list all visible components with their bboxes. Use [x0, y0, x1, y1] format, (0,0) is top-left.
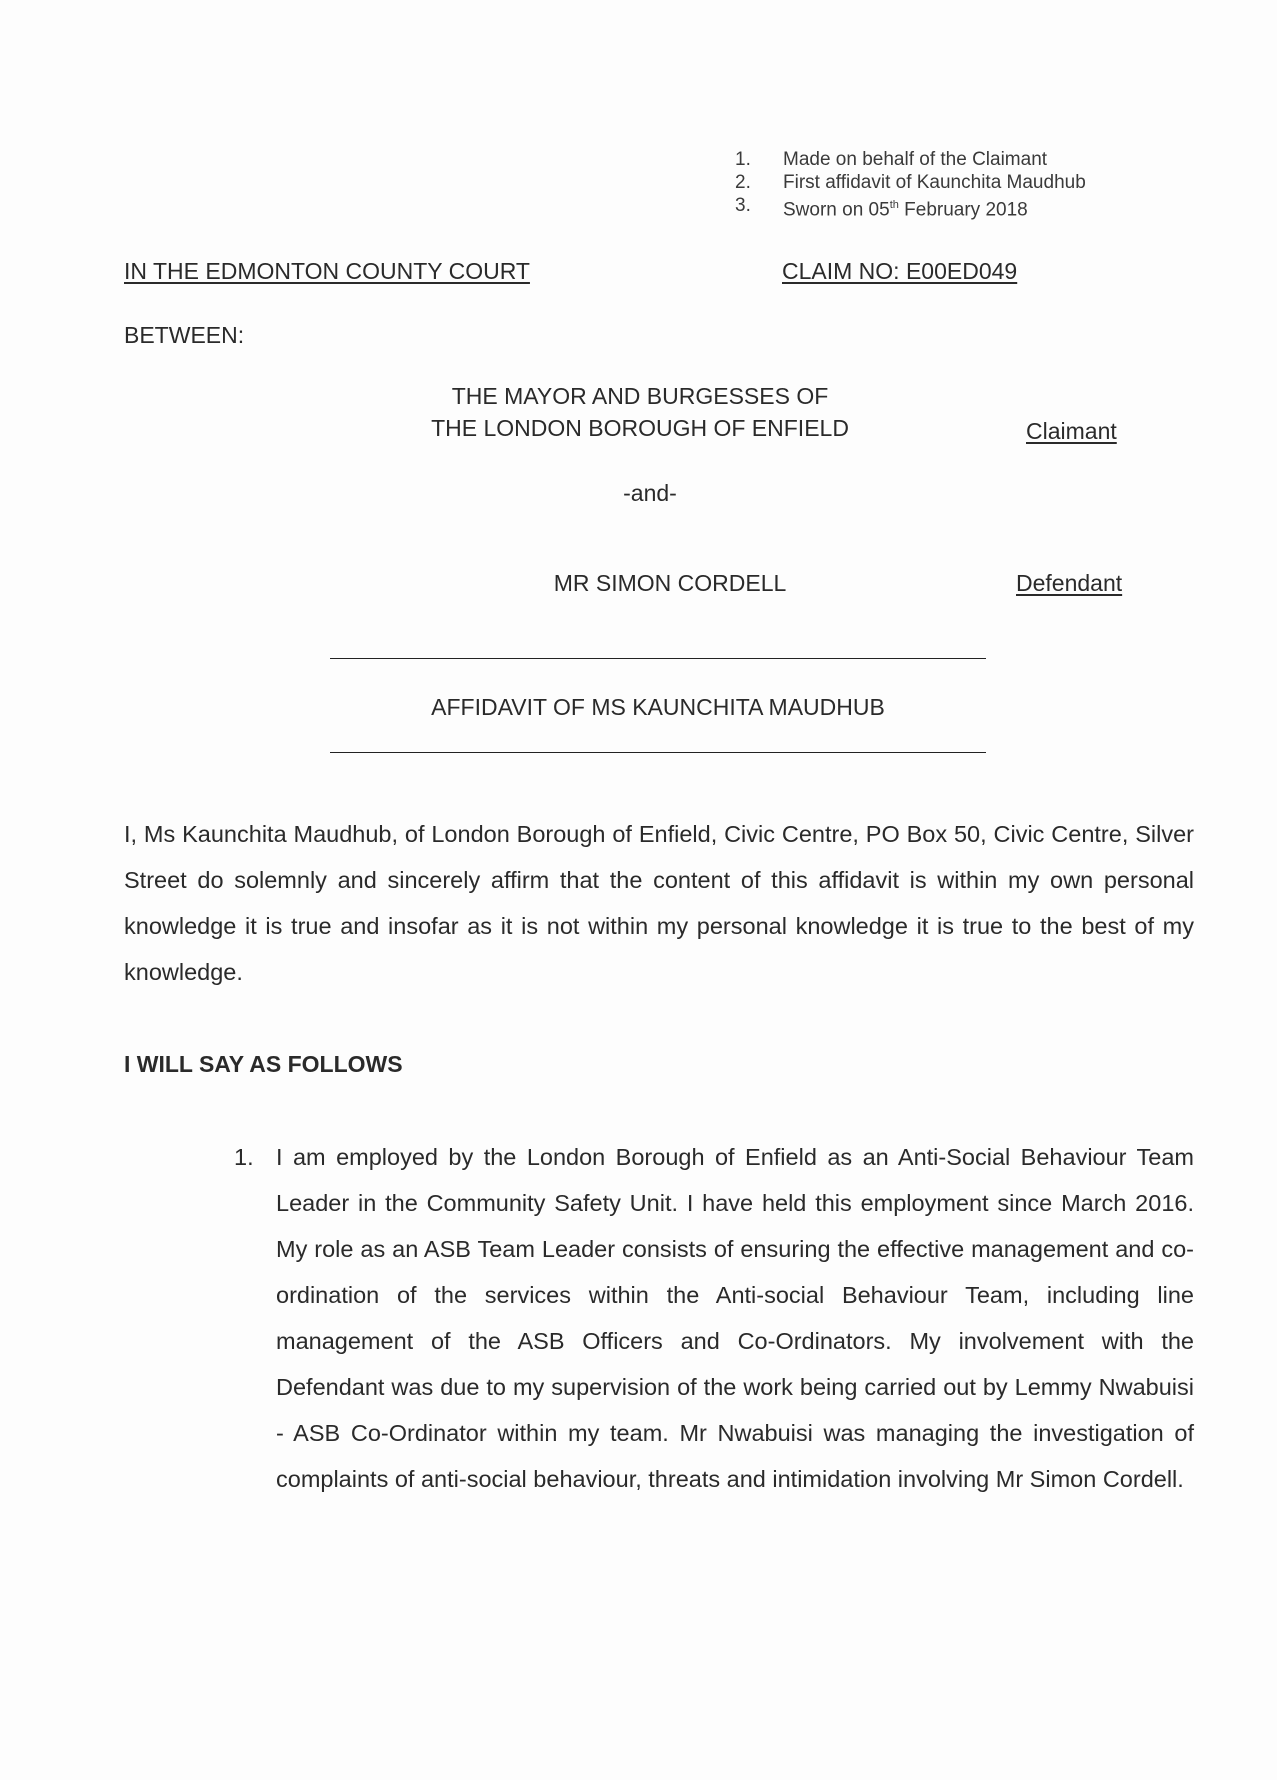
claimant-name-line2: THE LONDON BOROUGH OF ENFIELD [431, 415, 849, 441]
affidavit-meta-list [735, 148, 1086, 221]
meta-text: First affidavit of Kaunchita Maudhub [783, 172, 1086, 193]
affidavit-title: AFFIDAVIT OF MS KAUNCHITA MAUDHUB [431, 694, 885, 720]
court-name: IN THE EDMONTON COUNTY COURT [124, 258, 530, 284]
title-rule-top [330, 658, 986, 659]
between-label: BETWEEN: [124, 322, 245, 348]
meta-number: 1. [735, 149, 751, 170]
section-heading: I WILL SAY AS FOLLOWS [124, 1051, 403, 1077]
ordinal-suffix: th [889, 199, 899, 211]
defendant-label: Defendant [1016, 570, 1123, 596]
meta-number: 3. [735, 195, 751, 216]
claimant-label: Claimant [1026, 418, 1117, 444]
claim-number: CLAIM NO: E00ED049 [782, 258, 1018, 284]
title-rule-bottom [330, 752, 986, 753]
sworn-date-suffix: February 2018 [898, 199, 1028, 221]
meta-item [735, 171, 1086, 194]
paragraph-text: I am employed by the London Borough of Enfield as an Anti-Social Behaviour Team Leader in the Community Safety Unit. I have held this employment since March 2016. My role as an ASB Team Leader consists of ensuring the effective management and co-ordination of the services within the Anti-social Behaviour Team, including line management of the ASB Officers and Co-Ordinators. My involvement with the Defendant was due to my supervision of the work being carried out by Lemmy Nwabuisi - ASB Co-Ordinator within my team. Mr Nwabuisi was managing the investigation of complaints of anti-social behaviour, threats and intimidation involving Mr Simon Cordell. [276, 1144, 1194, 1492]
and-separator: -and- [623, 480, 677, 506]
meta-text: Made on behalf of the Claimant [783, 149, 1048, 170]
meta-item [735, 194, 1086, 221]
meta-number: 2. [735, 172, 751, 193]
numbered-paragraph [234, 1134, 1194, 1502]
affirmation-paragraph: I, Ms Kaunchita Maudhub, of London Borough of Enfield, Civic Centre, PO Box 50, Civic Centre, Silver Street do solemnly and sincerely affirm that the content of this affidavit is within my own personal knowledge it is true and insofar as it is not within my personal knowledge it is true to the best of my knowledge. [124, 821, 1194, 985]
meta-item [735, 148, 1086, 171]
claimant-name-line1: THE MAYOR AND BURGESSES OF [451, 383, 829, 409]
defendant-name: MR SIMON CORDELL [553, 570, 787, 596]
sworn-date-prefix: Sworn on 05 [783, 199, 890, 221]
paragraph-number: 1. [234, 1144, 254, 1170]
meta-text [783, 194, 1028, 221]
